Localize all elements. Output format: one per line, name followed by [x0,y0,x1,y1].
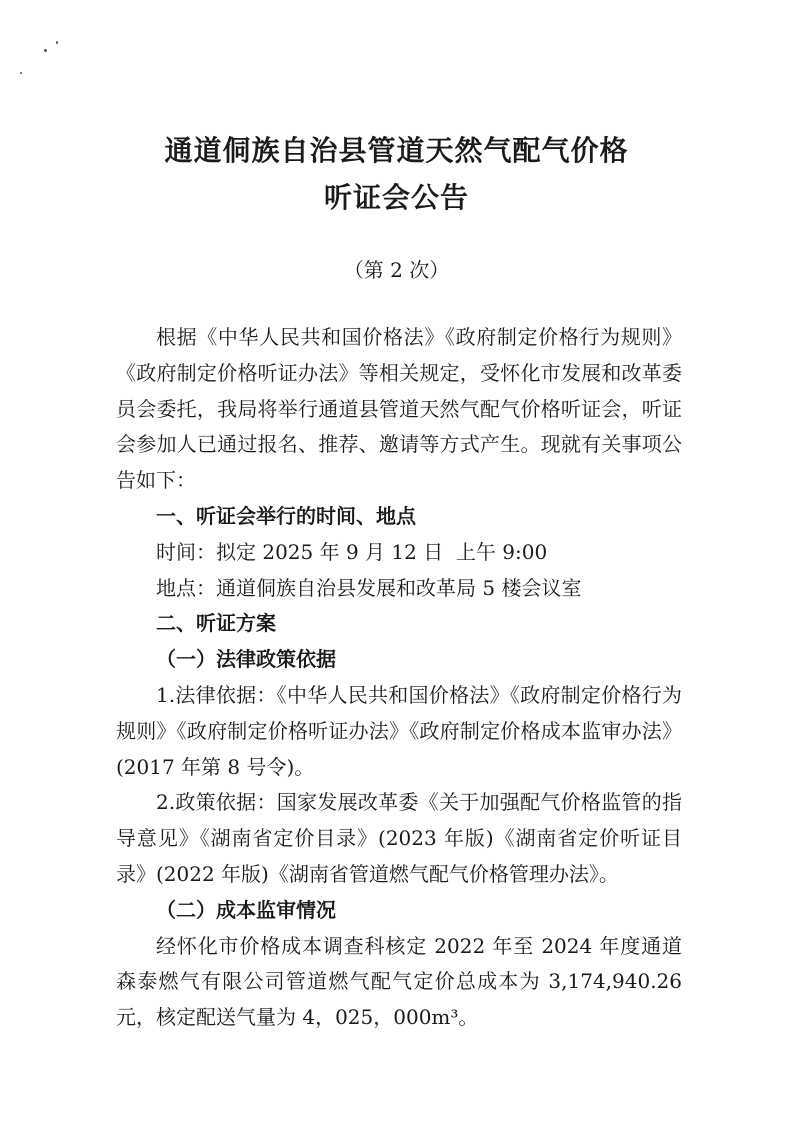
time-line: 时间：拟定 2025 年 9 月 12 日 上午 9:00 [156,539,548,564]
intro-paragraph: 根据《中华人民共和国价格法》《政府制定价格行为规则》《政府制定价格听证办法》等相关规定，受怀化市发展和改革委员会委托，我局将举行通道县管道天然气配气价格听证会，听证会参加人已通过报名、推荐、邀请等方式产生。现就有关事项公告如下： [116,325,682,493]
section-1-heading: 一、听证会举行的时间、地点 [156,503,416,528]
document-title-line-1: 通道侗族自治县管道天然气配气价格 [164,134,629,167]
document-body [116,320,682,1036]
document-title-line-2: 听证会公告 [323,181,469,214]
scan-speck [20,72,22,74]
subsection-2-heading: （二）成本监审情况 [156,897,336,922]
section-2-heading: 二、听证方案 [156,611,276,636]
subsection-1-heading: （一）法律政策依据 [156,647,336,672]
place-line: 地点：通道侗族自治县发展和改革局 5 楼会议室 [156,575,582,600]
policy-basis-paragraph: 2.政策依据：国家发展改革委《关于加强配气价格监管的指导意见》《湖南省定价目录》(2023 年版)《湖南省定价听证目录》(2022 年版)《湖南省管道燃气配气价格管理办法》。 [116,790,682,886]
scan-speck [44,49,47,52]
document-subtitle: （第 2 次） [343,258,450,282]
cost-paragraph: 经怀化市价格成本调查科核定 2022 年至 2024 年度通道森泰燃气有限公司管道燃气配气定价总成本为 3,174,940.26 元，核定配送气量为 4，025，000m³。 [116,933,682,1030]
scan-speck [56,41,58,44]
legal-basis-paragraph: 1.法律依据：《中华人民共和国价格法》《政府制定价格行为规则》《政府制定价格听证办法》《政府制定价格成本监审办法》(2017 年第 8 号令)。 [116,682,682,779]
